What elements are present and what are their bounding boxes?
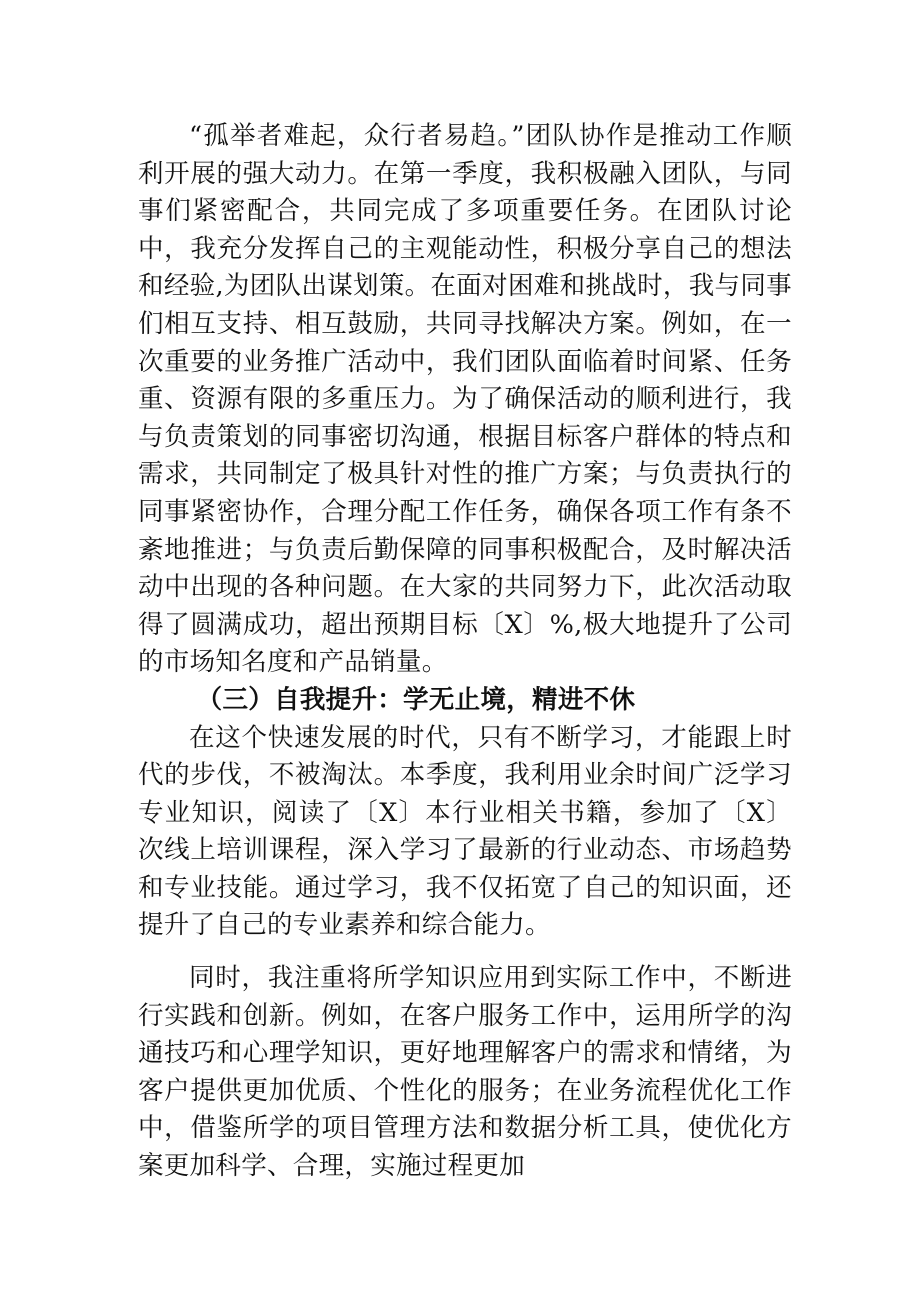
section-heading-self-improvement	[138, 682, 792, 720]
paragraph-team-collaboration: “孤举者难起，众行者易趋。”团队协作是推动工作顺利开展的强大动力。在第一季度，我积极融入团队，与同事们紧密配合，共同完成了多项重要任务。在团队讨论中，我充分发挥自己的主观能动性，积极分享自己的想法和经验,为团队出谋划策。在面对困难和挑战时，我与同事们相互支持、相互鼓励，共同寻找解决方案。例如，在一次重要的业务推广活动中，我们团队面临着时间紧、任务重、资源有限的多重压力。为了确保活动的顺利进行，我与负责策划的同事密切沟通，根据目标客户群体的特点和需求，共同制定了极具针对性的推广方案；与负责执行的同事紧密协作，合理分配工作任务，确保各项工作有条不紊地推进；与负责后勤保障的同事积极配合，及时解决活动中出现的各种问题。在大家的共同努力下，此次活动取得了圆满成功，超出预期目标〔X〕%,极大地提升了公司的市场知名度和产品销量。	[138, 121, 792, 678]
paragraph-learning: 在这个快速发展的时代，只有不断学习，才能跟上时代的步伐，不被淘汰。本季度，我利用业余时间广泛学习专业知识，阅读了〔X〕本行业相关书籍，参加了〔X〕次线上培训课程，深入学习了最新的行业动态、市场趋势和专业技能。通过学习，我不仅拓宽了自己的知识面，还提升了自己的专业素养和综合能力。	[138, 722, 792, 941]
document-body	[138, 118, 792, 1186]
section-heading-text: （三）自我提升：学无止境，精进不休	[196, 684, 636, 715]
paragraph-practice: 同时，我注重将所学知识应用到实际工作中，不断进行实践和创新。例如，在客户服务工作中，运用所学的沟通技巧和心理学知识，更好地理解客户的需求和情绪，为客户提供更加优质、个性化的服务；在业务流程优化工作中，借鉴所学的项目管理方法和数据分析工具，使优化方案更加科学、合理，实施过程更加	[138, 963, 792, 1182]
